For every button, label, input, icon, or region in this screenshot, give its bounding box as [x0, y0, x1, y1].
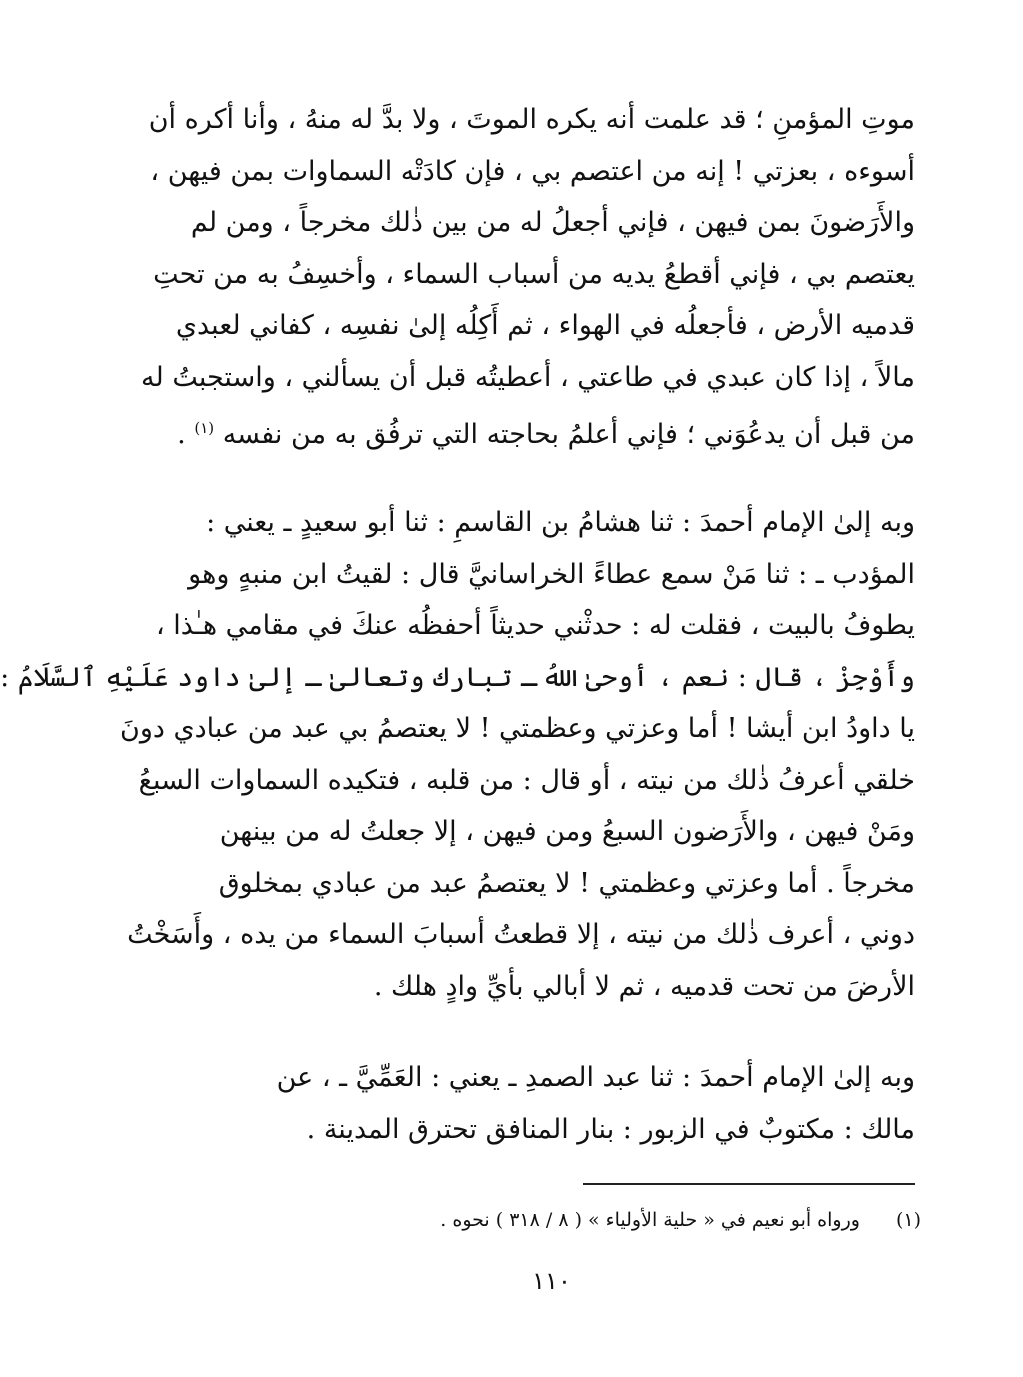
text-line: من قبل أن يدعُوَني ؛ فإني أعلمُ بحاجته التي ترفُق به من نفسه: [222, 419, 915, 450]
footnote-separator: [583, 1183, 915, 1185]
text-line: المؤدب ـ : ثنا مَنْ سمع عطاءً الخراسانيَّ قال : لقيتُ ابن منبهٍ وهو: [188, 558, 915, 590]
text-line: مخرجاً . أما وعزتي وعظمتي ! لا يعتصمُ عبد من عبادي بمخلوق: [218, 867, 915, 899]
footnote-text: ورواه أبو نعيم في « حلية الأولياء » ( ٨ / ٣١٨ ) نحوه .: [440, 1209, 860, 1231]
text-line: مالك : مكتوبٌ في الزبور : بنار المنافق تحترق المدينة .: [306, 1113, 915, 1145]
paragraph-2: [0, 497, 915, 1012]
text-line: والأَرَضونَ بمن فيهن ، فإني أجعلُ له من بين ذٰلك مخرجاً ، ومن لم: [190, 207, 915, 238]
text-line-with-footnote: [177, 403, 915, 461]
text-line: وبه إلىٰ الإمام أحمدَ : ثنا هشامُ بن القاسمِ : ثنا أبو سعيدٍ ـ يعني :: [206, 507, 915, 538]
text-line: قدميه الأرض ، فأجعلُه في الهواء ، ثم أَكِلُه إلىٰ نفسِه ، كفاني لعبدي: [175, 310, 915, 341]
paragraph-3: [188, 1052, 915, 1155]
text-line: وبه إلىٰ الإمام أحمدَ : ثنا عبد الصمدِ ـ يعني : العَمِّيَّ ـ ، عن: [276, 1062, 915, 1093]
text-line: دوني ، أعرف ذٰلك من نيته ، إلا قطعتُ أسبابَ السماء من يده ، وأَسَخْتُ: [127, 919, 915, 950]
text-line: أسوءه ، بعزتي ! إنه من اعتصم بي ، فإن كادَتْه السماوات بمن فيهن ،: [150, 155, 915, 187]
footnote-number: (١): [895, 1209, 921, 1231]
text-line: الأرضَ من تحت قدميه ، ثم لا أبالي بأيِّ وادٍ هلك .: [373, 970, 915, 1002]
page-number: ١١٠: [532, 1267, 571, 1295]
text-line: ومَنْ فيهن ، والأَرَضون السبعُ ومن فيهن ، إلا جعلتُ له من بينهن: [219, 816, 915, 847]
text-line: يا داودُ ابن أيشا ! أما وعزتي وعظمتي ! لا يعتصمُ بي عبد من عبادي دونَ: [120, 713, 915, 744]
text-line: وأَوْجِزْ ، قال : نعم ، أوحىٰ اللهُ ـ تبارك وتعالىٰ ـ إلىٰ داود عَلَيْهِ ٱلسَّلَامُ :: [0, 661, 915, 693]
text-line: يعتصم بي ، فإني أقطعُ يديه من أسباب السماء ، وأخسِفُ به من تحتِ: [153, 258, 915, 290]
text-line: يطوفُ بالبيت ، فقلت له : حدثْني حديثاً أحفظُه عنكَ في مقامي هـٰذا ،: [155, 610, 915, 641]
footnote: [181, 1205, 921, 1235]
text-line: خلقي أعرفُ ذٰلك من نيته ، أو قال : من قلبه ، فتكيده السماوات السبعُ: [138, 764, 915, 796]
text-line: موتِ المؤمنِ ؛ قد علمت أنه يكره الموتَ ، ولا بدَّ له منهُ ، وأنا أكره أن: [148, 104, 915, 135]
footnote-reference[interactable]: (١): [194, 419, 215, 437]
paragraph-1: [141, 94, 915, 461]
text-line: مالاً ، إذا كان عبدي في طاعتي ، أعطيتُه قبل أن يسألني ، واستجبتُ له: [141, 361, 915, 393]
end-mark: .: [177, 419, 195, 450]
